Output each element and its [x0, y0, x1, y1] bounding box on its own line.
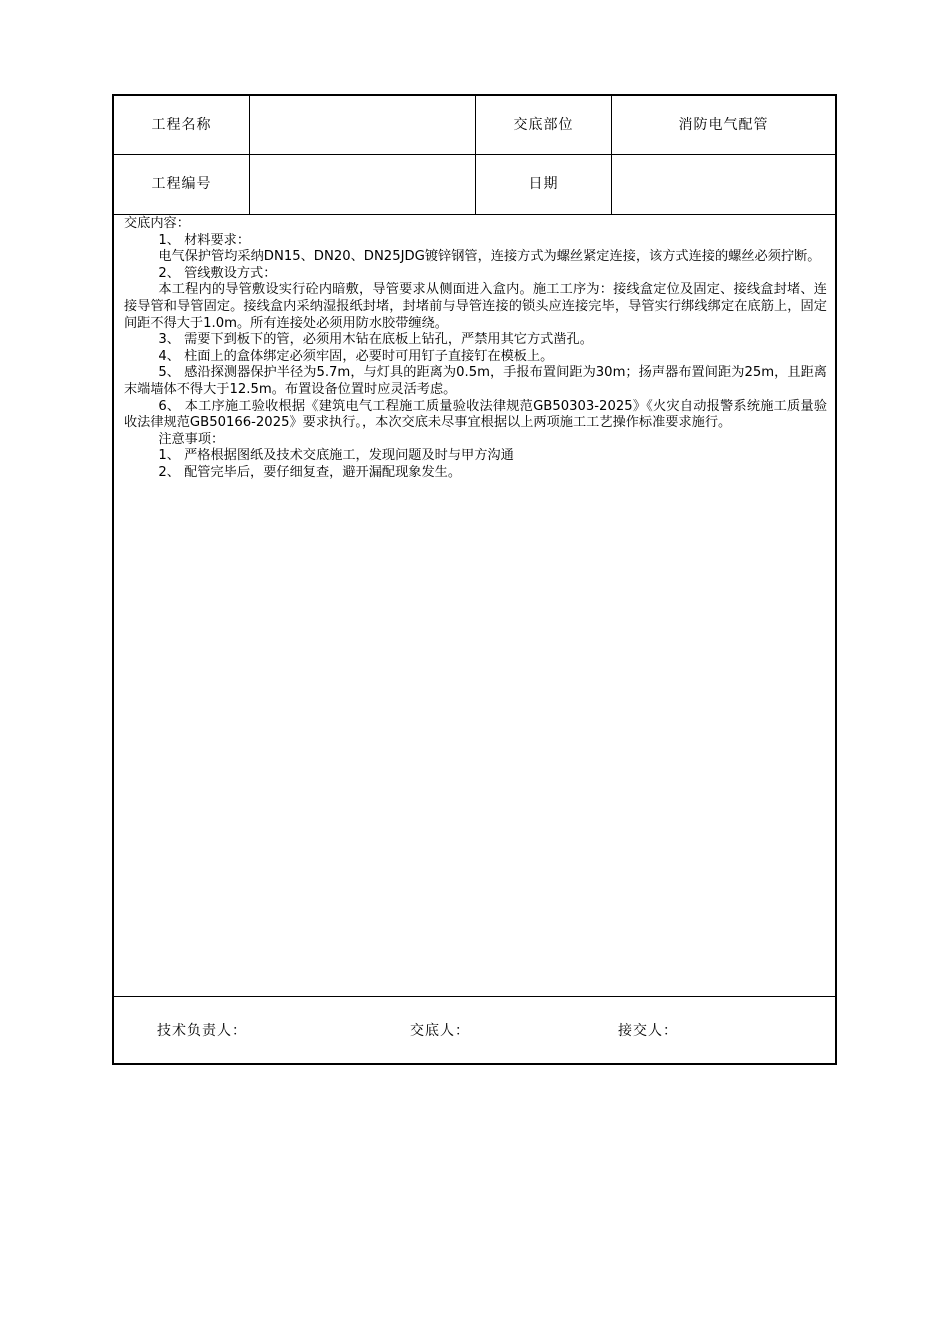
part-value[interactable]: 消防电气配管 [678, 117, 769, 133]
content-line: 注意事项： [158, 431, 225, 447]
content-line: 1、 材料要求： [158, 232, 251, 248]
project-no-label: 工程编号 [151, 176, 212, 192]
content-line: 4、 柱面上的盒体绑定必须牢固，必要时可用钉子直接钉在模板上。 [158, 348, 554, 364]
receiver-signature-label: 接交人： [618, 1023, 678, 1039]
date-label: 日期 [528, 176, 559, 192]
col-divider-3 [611, 96, 612, 214]
disclosure-form [112, 94, 837, 1065]
tech-lead-signature-label: 技术负责人： [157, 1023, 247, 1039]
part-label: 交底部位 [513, 117, 574, 133]
project-name-label: 工程名称 [151, 117, 212, 133]
discloser-signature-label: 交底人： [410, 1023, 470, 1039]
content-line: 2、 配管完毕后，要仔细复查，避开漏配现象发生。 [158, 464, 462, 480]
col-divider-2 [475, 96, 476, 214]
content-line: 2、 管线敷设方式： [158, 265, 277, 281]
content-line: 1、 严格根据图纸及技术交底施工，发现问题及时与甲方沟通 [158, 448, 514, 464]
content-line: 本工程内的导管敷设实行砼内暗敷，导管要求从侧面进入盒内。施工工序为：接线盒定位及固定、接线盒封堵、连接导管和导管固定。接线盒内采纳湿报纸封堵，封堵前与导管连接的锁头应连接完毕，导管实行绑线绑定在底筋上，固定间距不得大于1.0m。所有连接处必须用防水胶带缠绕。 [124, 282, 827, 331]
content-line: 5、 感沿探测器保护半径为5.7m，与灯具的距离为0.5m，手报布置间距为30m；扬声器布置间距为25m，且距离末端墙体不得大于12.5m。布置设备位置时应灵活考虑。 [124, 365, 827, 397]
content-heading: 交底内容： [124, 216, 190, 231]
col-divider-1 [249, 96, 250, 214]
row-divider-footer [114, 996, 835, 997]
content-line: 3、 需要下到板下的管，必须用木钻在底板上钻孔，严禁用其它方式凿孔。 [158, 332, 593, 348]
content-line: 6、 本工序施工验收根据《建筑电气工程施工质量验收法律规范GB50303-2025》《火灾自动报警系统施工质量验收法律规范GB50166-2025》要求执行。，本次交底未尽事宜根据以上两项施工工艺操作标准要求施行。 [124, 398, 827, 431]
row-divider-2 [114, 214, 835, 215]
disclosure-content [124, 216, 827, 482]
content-line: 电气保护管均采纳DN15、DN20、DN25JDG镀锌钢管，连接方式为螺丝紧定连接，该方式连接的螺丝必须拧断。 [158, 249, 821, 265]
